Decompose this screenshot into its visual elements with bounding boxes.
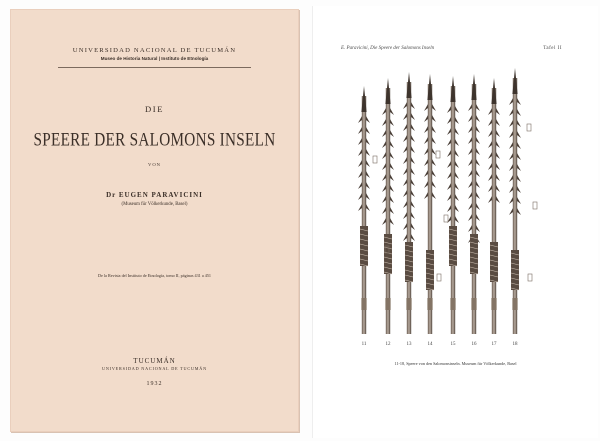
spear-number: 15 — [450, 342, 456, 347]
detail-sketch — [444, 215, 448, 222]
journal-reference: De la Revista del Instituto de Etnología, tomo II, páginas 431 a 451 — [97, 273, 212, 278]
spear-number: 12 — [385, 342, 391, 347]
detail-sketch — [437, 274, 441, 281]
spear-14 — [424, 74, 436, 334]
detail-sketch — [436, 151, 440, 158]
spear-number: 18 — [512, 342, 518, 347]
spear-15 — [447, 76, 459, 334]
title-article: DIE — [144, 104, 165, 114]
publisher: UNIVERSIDAD NACIONAL DE TUCUMÁN — [102, 366, 207, 371]
author-name: Dr EUGEN PARAVICINI — [106, 191, 203, 199]
detail-sketch — [528, 274, 532, 281]
main-title: SPEERE DER SALOMONS INSELN — [33, 129, 276, 151]
cover-page — [10, 9, 299, 432]
header-rule — [58, 67, 251, 68]
detail-sketch — [527, 124, 531, 131]
publication-city: TUCUMÁN — [133, 357, 176, 365]
detail-sketch — [533, 202, 537, 209]
plate-header-left: E. Paravicini, Die Speere der Salomons Inseln — [341, 46, 435, 51]
spear-12 — [382, 78, 394, 334]
author-affiliation: (Museum für Völkerkunde, Basel) — [121, 202, 188, 207]
spear-number: 17 — [491, 342, 497, 347]
spear-17 — [488, 78, 500, 334]
plate-page — [313, 6, 598, 438]
spear-11 — [358, 86, 370, 334]
spear-number: 11 — [361, 342, 367, 347]
spear-number: 13 — [406, 342, 412, 347]
publication-year: 1932 — [146, 381, 163, 387]
plate-header-right: Tafel II — [543, 46, 562, 51]
plate-caption: 11-18, Speere von den Salomonsinseln. Museum für Völkerkunde, Basel — [394, 361, 517, 366]
museum-name: Museo de Historia Natural | Instituto de Etnología — [100, 56, 209, 61]
spear-16 — [468, 74, 480, 334]
spear-18 — [509, 68, 521, 334]
by-line: VON — [148, 162, 161, 167]
university-name: UNIVERSIDAD NACIONAL DE TUCUMÁN — [72, 47, 237, 54]
spear-13 — [403, 72, 415, 334]
spears-illustration — [313, 6, 598, 438]
spear-number: 14 — [427, 342, 433, 347]
spear-number: 16 — [471, 342, 477, 347]
detail-sketch — [373, 156, 377, 163]
